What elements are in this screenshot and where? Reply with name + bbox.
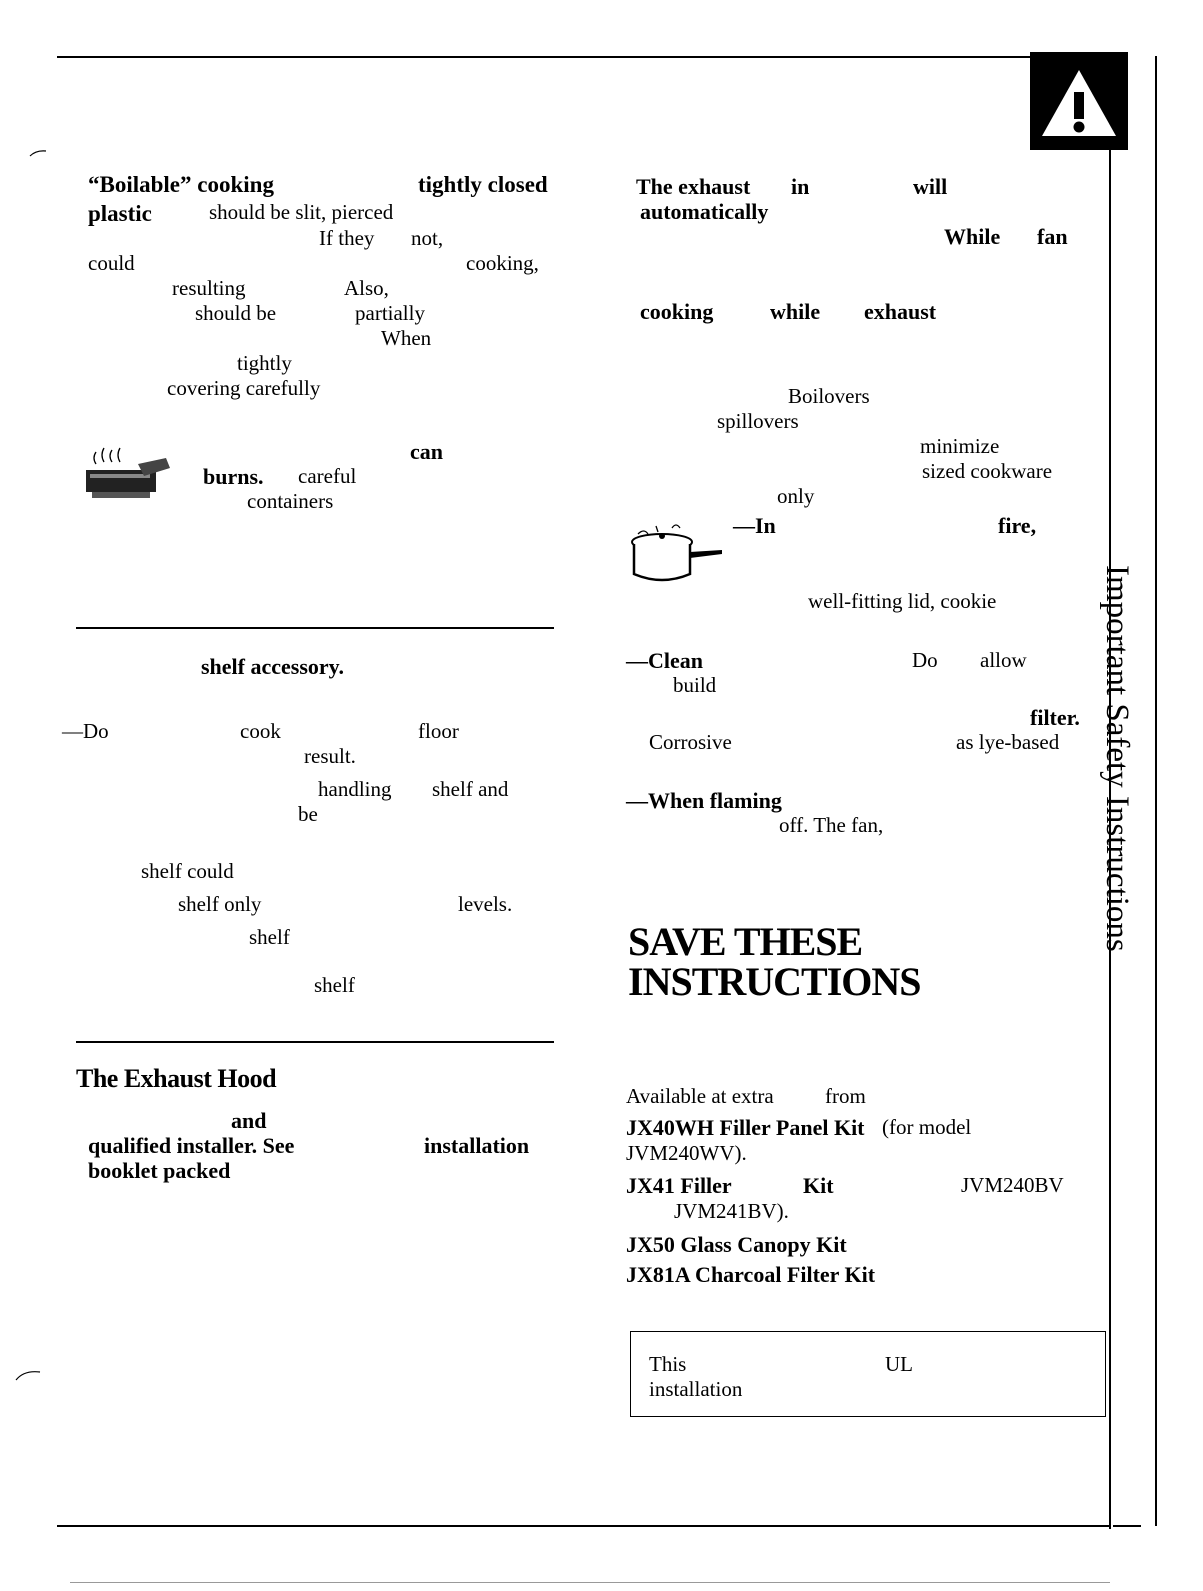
avail-b: from (825, 1084, 866, 1108)
pot-with-lid-icon (628, 520, 724, 586)
footer-rule (70, 1582, 1110, 1583)
jx41-b: Kit (803, 1173, 834, 1198)
boilable-l9: covering carefully (167, 376, 321, 400)
clean-l1b: Do (912, 648, 938, 672)
exhaust-l4b: while (770, 299, 821, 324)
boilable-l8: tightly (237, 351, 292, 375)
clean-l4a: Corrosive (649, 730, 732, 754)
ul-listing-box (630, 1331, 1106, 1417)
avail-a: Available at extra (626, 1084, 774, 1108)
exhaust-l3a: While (944, 224, 1001, 249)
steam-l2b: careful (298, 464, 357, 488)
clean-l3: filter. (1030, 705, 1080, 730)
ul-l1b: UL (885, 1352, 913, 1376)
warning-badge (1030, 52, 1128, 150)
boilable-l6a: should be (195, 301, 277, 325)
fire-l2: well-fitting lid, cookie (808, 589, 997, 613)
flaming-l1: —When flaming (626, 788, 782, 813)
steam-l3: containers (247, 489, 334, 513)
boilable-l3a: If they (319, 226, 375, 250)
margin-mark-top (28, 148, 48, 158)
boilable-l3b: not, (411, 226, 444, 250)
ul-l2: installation (649, 1377, 743, 1401)
hood-l2b: installation (424, 1133, 530, 1158)
fire-l1b: fire, (998, 513, 1037, 538)
save-title-line2: INSTRUCTIONS (628, 959, 921, 1004)
steam-l1: can (410, 439, 443, 464)
margin-mark-bottom (14, 1368, 42, 1382)
shelf-l3b: shelf and (432, 777, 509, 801)
section-divider-1 (76, 627, 554, 629)
warning-triangle-icon (1030, 52, 1128, 150)
hood-l2a: qualified installer. See (88, 1133, 295, 1158)
flaming-l2: off. The fan, (779, 813, 884, 837)
shelf-l1a: —Do (62, 719, 109, 743)
clean-l1a: —Clean (626, 648, 703, 673)
jx50: JX50 Glass Canopy Kit (626, 1232, 847, 1257)
exhaust-l1a: The exhaust (636, 174, 751, 199)
shelf-l8: shelf (314, 973, 355, 997)
boilable-l2b: should be slit, pierced (209, 200, 394, 224)
hood-l1: and (231, 1108, 267, 1133)
exhaust-l1c: will (913, 174, 948, 199)
exhaust-l4c: exhaust (864, 299, 937, 324)
shelf-l7: shelf (249, 925, 290, 949)
clean-l4b: as lye-based (956, 730, 1060, 754)
boil-l4: sized cookware (922, 459, 1053, 483)
hood-l3: booklet packed (88, 1158, 231, 1183)
clean-l2: build (673, 673, 717, 697)
shelf-l2: result. (304, 744, 356, 768)
shelf-l6a: shelf only (178, 892, 262, 916)
steam-l2a: burns. (203, 464, 264, 489)
save-title-line1: SAVE THESE (628, 919, 863, 964)
jx41-c: JVM240BV (961, 1173, 1064, 1197)
bottom-rule (57, 1525, 1110, 1527)
shelf-l6b: levels. (458, 892, 513, 916)
boilable-l7: When (381, 326, 432, 350)
boilable-l4b: cooking, (466, 251, 539, 275)
jx40-c: JVM240WV). (626, 1141, 747, 1165)
hood-heading: The Exhaust Hood (76, 1064, 277, 1093)
boil-l1: Boilovers (788, 384, 870, 408)
ul-l1a: This (649, 1352, 687, 1376)
boilable-l2a: plastic (88, 201, 152, 226)
boilable-l4a: could (88, 251, 135, 275)
boilable-l5a: resulting (172, 276, 246, 300)
jx41-a: JX41 Filler (626, 1173, 732, 1198)
shelf-l1b: cook (240, 719, 281, 743)
shelf-l1c: floor (418, 719, 459, 743)
clean-l1c: allow (980, 648, 1027, 672)
side-title: Important Safety Instructions (1099, 565, 1135, 952)
right-edge-rule (1155, 56, 1157, 1526)
jx40-b: (for model (882, 1115, 972, 1139)
exhaust-l2: automatically (640, 199, 769, 224)
section-divider-2 (76, 1041, 554, 1043)
boilable-l1a: “Boilable” cooking (88, 172, 274, 197)
boil-l2: spillovers (717, 409, 799, 433)
shelf-heading: shelf accessory. (201, 654, 344, 679)
shelf-l3a: handling (318, 777, 392, 801)
boil-l3: minimize (920, 434, 1000, 458)
shelf-l5: shelf could (141, 859, 234, 883)
jx40-a: JX40WH Filler Panel Kit (626, 1115, 865, 1140)
exhaust-l3b: fan (1037, 224, 1068, 249)
boilable-l6b: partially (355, 301, 425, 325)
boil-l5: only (777, 484, 815, 508)
top-rule (57, 56, 1110, 58)
exhaust-l1b: in (791, 174, 810, 199)
boilable-l5b: Also, (344, 276, 389, 300)
fire-l1a: —In (733, 513, 776, 538)
steaming-container-icon (78, 444, 174, 504)
exhaust-l4a: cooking (640, 299, 714, 324)
boilable-l1b: tightly closed (418, 172, 548, 197)
shelf-l4: be (298, 802, 318, 826)
bottom-right-rule (1113, 1525, 1141, 1527)
jx81: JX81A Charcoal Filter Kit (626, 1262, 876, 1287)
jx41-d: JVM241BV). (674, 1199, 789, 1223)
